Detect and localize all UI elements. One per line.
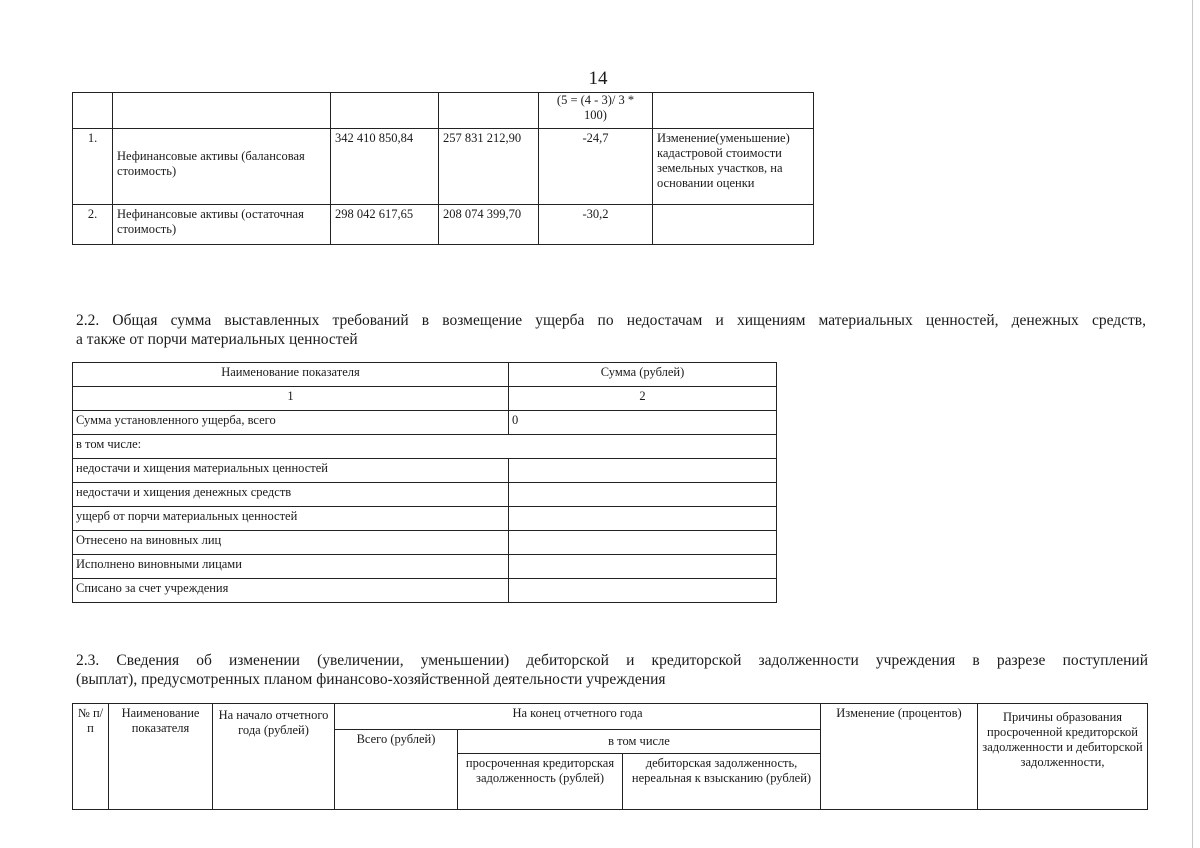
- table-row: [73, 205, 814, 245]
- receivables-payables-table: [72, 703, 1148, 810]
- row-label: Списано за счет учреждения: [73, 579, 509, 603]
- damages-table: [72, 362, 777, 603]
- indicator-name: Нефинансовые активы (балансовая стоимость): [113, 129, 331, 205]
- section-2-3-heading: [76, 651, 1148, 689]
- header-end-group: На конец отчетного года: [335, 704, 821, 730]
- row-value: 0: [509, 411, 777, 435]
- header-bad-debit: дебиторская задолженность, нереальная к взысканию (рублей): [623, 754, 821, 810]
- row-label: недостачи и хищения денежных средств: [73, 483, 509, 507]
- start-value: 298 042 617,65: [331, 205, 439, 245]
- heading-line: 2.3. Сведения об изменении (увеличении, уменьшении) дебиторской и кредиторской задолженности учреждения в разрезе поступлений: [76, 652, 1148, 669]
- row-number: 2.: [73, 205, 113, 245]
- start-value: 342 410 850,84: [331, 129, 439, 205]
- row-label: ущерб от порчи материальных ценностей: [73, 507, 509, 531]
- header-name: Наименование показателя: [109, 704, 213, 810]
- row-label: недостачи и хищения материальных ценностей: [73, 459, 509, 483]
- indicator-name: Нефинансовые активы (остаточная стоимость): [113, 205, 331, 245]
- row-value: [509, 483, 777, 507]
- reason-text: [653, 205, 814, 245]
- row-value: [509, 531, 777, 555]
- row-value: [509, 507, 777, 531]
- row-value: [509, 459, 777, 483]
- table-row: [73, 531, 777, 555]
- table-header-row: [73, 704, 1148, 730]
- column-number: 2: [509, 387, 777, 411]
- table-row: [73, 579, 777, 603]
- page-edge: [1192, 0, 1193, 848]
- table-row: [73, 483, 777, 507]
- header-reasons: Причины образования просроченной кредиторской задолженности и дебиторской задолженности,: [978, 704, 1148, 810]
- column-header: Наименование показателя: [73, 363, 509, 387]
- table-row: [73, 411, 777, 435]
- table-row: [73, 507, 777, 531]
- header-total: Всего (рублей): [335, 730, 458, 810]
- row-label: Исполнено виновными лицами: [73, 555, 509, 579]
- row-number: 1.: [73, 129, 113, 205]
- end-value: 257 831 212,90: [439, 129, 539, 205]
- row-value: [509, 555, 777, 579]
- assets-change-table: [72, 92, 814, 245]
- table-row: [73, 93, 814, 129]
- table-row: [73, 459, 777, 483]
- table-row: [73, 435, 777, 459]
- table-header-row: [73, 363, 777, 387]
- header-overdue-credit: просроченная кредиторская задолженность (рублей): [458, 754, 623, 810]
- heading-line: а также от порчи материальных ценностей: [76, 331, 358, 348]
- heading-line: 2.2. Общая сумма выставленных требований в возмещение ущерба по недостачам и хищениям материальных ценностей, денежных средств,: [76, 312, 1146, 329]
- heading-line: (выплат), предусмотренных планом финансово-хозяйственной деятельности учреждения: [76, 671, 666, 688]
- column-number: 1: [73, 387, 509, 411]
- reason-text: Изменение(уменьшение) кадастровой стоимости земельных участков, на основании оценки: [653, 129, 814, 205]
- end-value: 208 074 399,70: [439, 205, 539, 245]
- change-value: -24,7: [539, 129, 653, 205]
- row-label: Отнесено на виновных лиц: [73, 531, 509, 555]
- table-row: [73, 129, 814, 205]
- row-label: Сумма установленного ущерба, всего: [73, 411, 509, 435]
- header-start: На начало отчетного года (рублей): [213, 704, 335, 810]
- formula-cell: (5 = (4 - 3)/ 3 * 100): [539, 93, 653, 129]
- row-label: в том числе:: [73, 435, 777, 459]
- header-including: в том числе: [458, 730, 821, 754]
- row-value: [509, 579, 777, 603]
- column-header: Сумма (рублей): [509, 363, 777, 387]
- table-row: [73, 555, 777, 579]
- change-value: -30,2: [539, 205, 653, 245]
- section-2-2-heading: [76, 311, 1146, 349]
- header-num: № п/п: [73, 704, 109, 810]
- header-change: Изменение (процентов): [821, 704, 978, 810]
- page-number: 14: [588, 68, 608, 89]
- table-number-row: [73, 387, 777, 411]
